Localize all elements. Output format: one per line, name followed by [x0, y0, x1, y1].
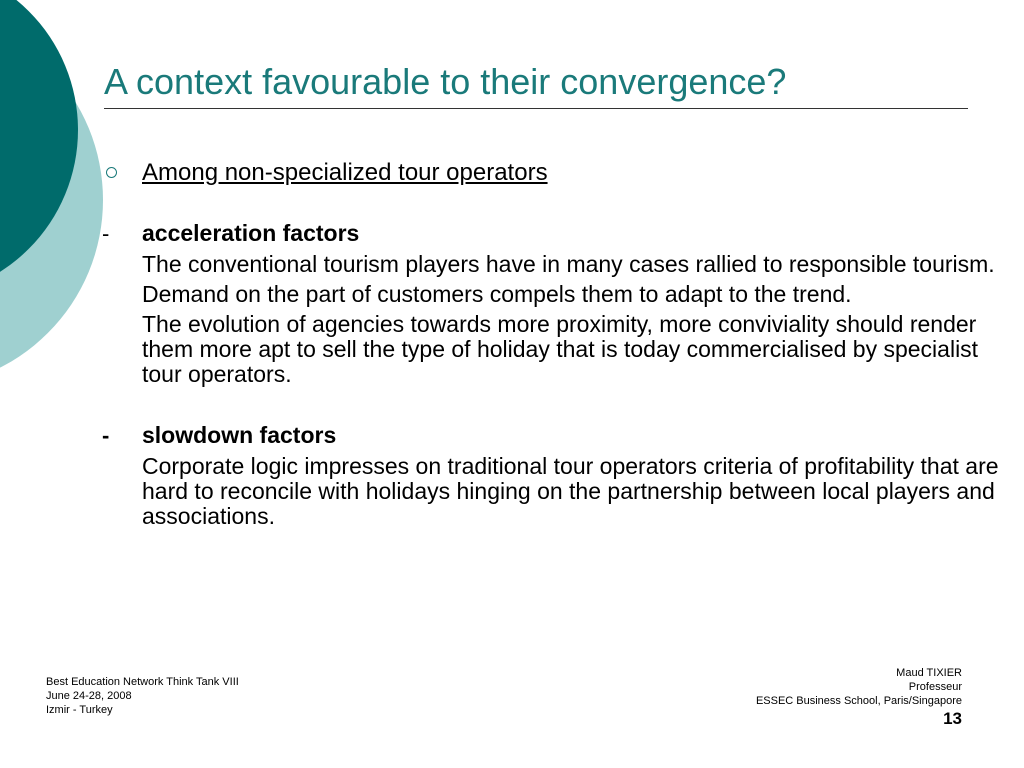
section-heading-row	[100, 158, 1015, 188]
slowdown-heading: slowdown factors	[142, 422, 337, 448]
slowdown-paragraph: Corporate logic impresses on traditional tour operators criteria of profitability that are hard to reconcile with holidays hinging on the partnership between local players and associations.	[142, 453, 999, 529]
acceleration-paragraph: The conventional tourism players have in many cases rallied to responsible tourism.	[142, 251, 995, 277]
page-number: 13	[943, 709, 962, 728]
dash-bullet: -	[102, 221, 110, 246]
slide-content	[100, 158, 1015, 529]
section-heading: Among non-specialized tour operators	[142, 159, 548, 186]
footer-author-title: Professeur	[908, 681, 962, 693]
page-title: A context favourable to their convergence?	[104, 61, 787, 102]
dash-bullet: -	[102, 423, 110, 448]
decorative-circles	[0, 0, 110, 380]
footer-author-info	[756, 666, 962, 730]
circle-bullet-icon	[106, 167, 117, 178]
footer-event-info	[46, 675, 239, 717]
acceleration-paragraph: Demand on the part of customers compels them to adapt to the trend.	[142, 281, 852, 307]
footer-event-location: Izmir - Turkey	[46, 704, 113, 716]
title-divider	[104, 108, 968, 109]
footer-event-name: Best Education Network Think Tank VIII	[46, 676, 239, 688]
acceleration-heading: acceleration factors	[142, 220, 360, 246]
slowdown-heading-row	[100, 423, 1015, 448]
footer-event-date: June 24-28, 2008	[46, 690, 132, 702]
acceleration-paragraph: The evolution of agencies towards more proximity, more conviviality should render them more apt to sell the type of holiday that is today commercialised by specialist tour operators.	[142, 311, 979, 387]
acceleration-heading-row	[100, 221, 1015, 246]
footer-author-name: Maud TIXIER	[896, 667, 962, 679]
footer-author-school: ESSEC Business School, Paris/Singapore	[755, 695, 962, 707]
